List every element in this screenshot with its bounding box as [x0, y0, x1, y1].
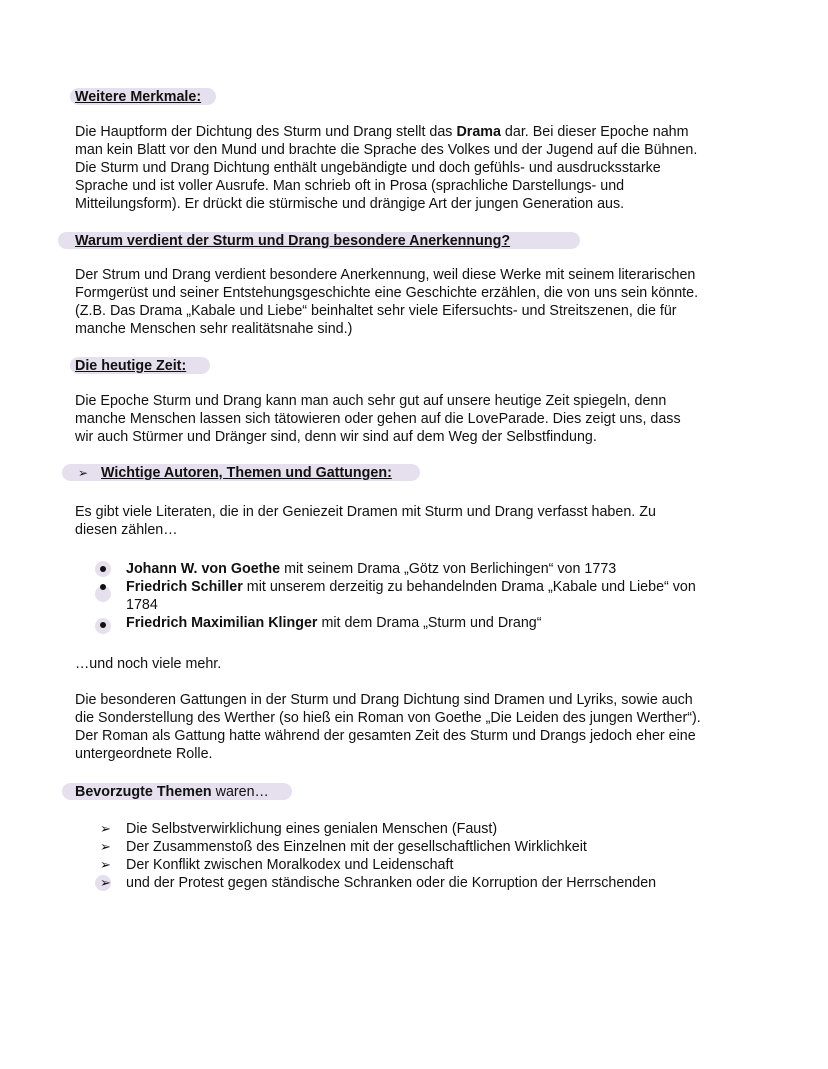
paragraph-autoren-intro — [75, 503, 775, 539]
author-text: Friedrich Maximilian Klinger mit dem Drama „Sturm und Drang“ — [126, 615, 542, 631]
list-item — [0, 560, 828, 578]
heading-themen: Bevorzugte Themen waren… — [75, 784, 269, 800]
text-line: untergeordnete Rolle. — [75, 746, 213, 762]
paragraph-more — [75, 655, 775, 673]
arrow-bullet-icon: ➢ — [78, 466, 89, 480]
text-line: Mitteilungsform). Er drückt die stürmische und drängige Art der jungen Generation aus. — [75, 196, 625, 212]
text-line: Der Strum und Drang verdient besondere Anerkennung, weil diese Werke mit seinem literarischen — [75, 267, 696, 283]
text-line: Die besonderen Gattungen in der Sturm und Drang Dichtung sind Dramen und Lyriks, sowie auch — [75, 692, 693, 708]
text-line: Die Epoche Sturm und Drang kann man auch sehr gut auf unsere heutige Zeit spiegeln, denn — [75, 393, 667, 409]
arrow-bullet-icon: ➢ — [100, 839, 111, 854]
paragraph-heutige-zeit — [75, 392, 775, 446]
list-item — [0, 874, 828, 892]
text-line: manche Menschen sehr realitätsnahe sind.) — [75, 321, 353, 337]
author-text: Friedrich Schiller mit unserem derzeitig zu behandelnden Drama „Kabale und Liebe“ von 1784 — [126, 579, 696, 613]
paragraph-gattungen — [75, 691, 775, 763]
list-item — [0, 838, 828, 856]
heading-autoren: Wichtige Autoren, Themen und Gattungen: — [101, 465, 392, 481]
text-line: wir auch Stürmer und Dränger sind, denn wir sind auf dem Weg der Selbstfindung. — [75, 429, 597, 445]
text-line: Formgerüst und seiner Entstehungsgeschichte eine Geschichte erzählen, die von uns sein könnte. — [75, 285, 699, 301]
text-line: diesen zählen… — [75, 522, 178, 538]
text-line: man kein Blatt vor den Mund und brachte die Sprache des Volkes und der Jugend auf die Bühnen. — [75, 142, 698, 158]
text-line: Der Roman als Gattung hatte während der gesamten Zeit des Sturm und Drangs jedoch eher eine — [75, 728, 696, 744]
arrow-bullet-icon: ➢ — [100, 857, 111, 872]
heading-weitere-merkmale: Weitere Merkmale: — [75, 89, 202, 105]
bullet-dot-icon — [100, 622, 106, 628]
paragraph-anerkennung — [75, 266, 775, 338]
text-line: …und noch viele mehr. — [75, 656, 222, 672]
theme-text: Die Selbstverwirklichung eines genialen Menschen (Faust) — [126, 821, 498, 837]
text-line: Die Sturm und Drang Dichtung enthält ungebändigte und doch gefühls- und ausdrucksstarke — [75, 160, 661, 176]
text-line: manche Menschen lassen sich tätowieren oder gehen auf die LoveParade. Dies zeigt uns, dass — [75, 411, 681, 427]
bullet-dot-icon — [100, 566, 106, 572]
text-line: Die Hauptform der Dichtung des Sturm und Drang stellt das Drama dar. Bei dieser Epoche nahm — [75, 124, 689, 140]
paragraph-merkmale — [75, 123, 775, 213]
list-item — [0, 614, 828, 632]
theme-text: und der Protest gegen ständische Schranken oder die Korruption der Herrschenden — [126, 875, 657, 891]
heading-anerkennung: Warum verdient der Sturm und Drang besondere Anerkennung? — [75, 233, 511, 249]
arrow-bullet-icon: ➢ — [100, 875, 111, 890]
arrow-bullet-icon: ➢ — [100, 821, 111, 836]
heading-heutige-zeit: Die heutige Zeit: — [75, 358, 187, 374]
list-item — [0, 578, 828, 614]
theme-text: Der Zusammenstoß des Einzelnen mit der gesellschaftlichen Wirklichkeit — [126, 839, 587, 855]
list-item — [0, 820, 828, 838]
theme-text: Der Konflikt zwischen Moralkodex und Leidenschaft — [126, 857, 454, 873]
bullet-dot-icon — [100, 584, 106, 590]
author-text: Johann W. von Goethe mit seinem Drama „Götz von Berlichingen“ von 1773 — [126, 561, 617, 577]
author-list — [0, 560, 828, 632]
text-line: die Sonderstellung des Werther (so hieß ein Roman von Goethe „Die Leiden des jungen Werther“). — [75, 710, 701, 726]
text-line: (Z.B. Das Drama „Kabale und Liebe“ beinhaltet sehr viele Eifersuchts- und Streitszenen, die für — [75, 303, 677, 319]
list-item — [0, 856, 828, 874]
text-line: Sprache und ist voller Ausrufe. Man schrieb oft in Prosa (sprachliche Darstellungs- und — [75, 178, 625, 194]
text-line: Es gibt viele Literaten, die in der Geniezeit Dramen mit Sturm und Drang verfasst haben. Zu — [75, 504, 656, 520]
themen-list — [0, 820, 828, 892]
